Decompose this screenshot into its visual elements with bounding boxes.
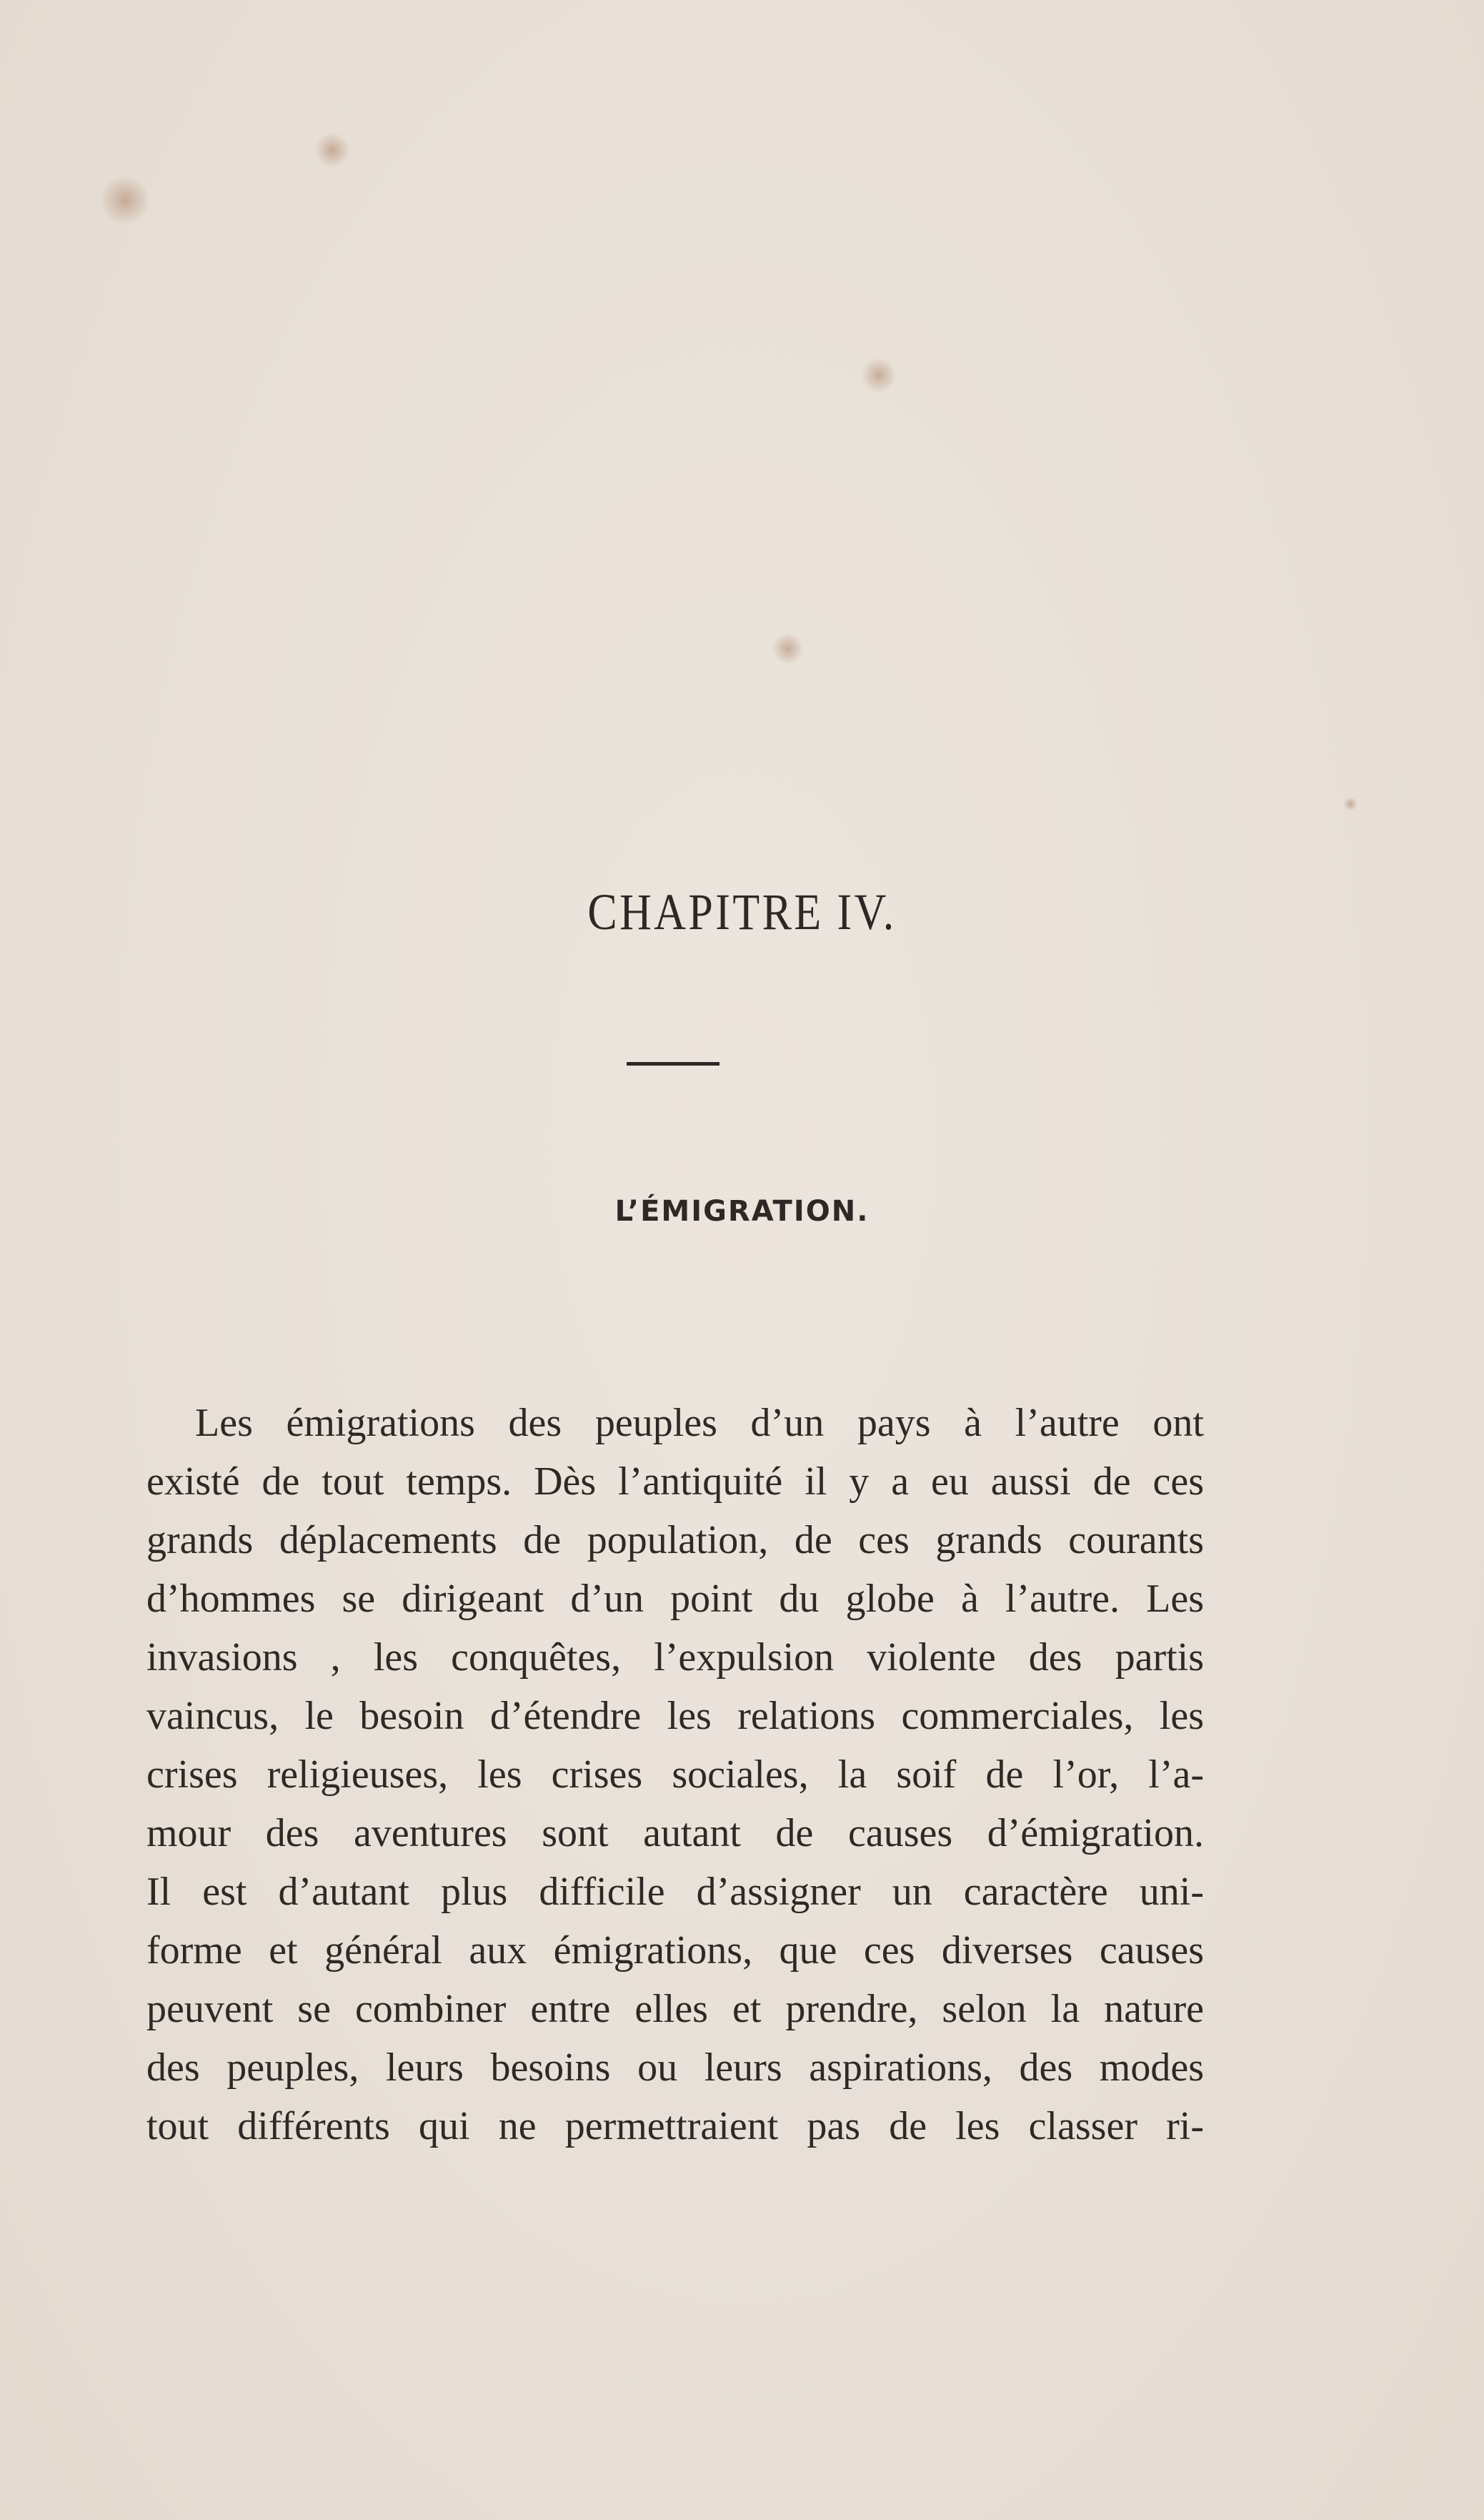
text-line: tout différents qui ne permettraient pas de les classer ri-: [146, 2104, 1204, 2148]
foxing-stain: [1343, 797, 1358, 811]
text-line: existé de tout temps. Dès l’antiquité il y a eu aussi de ces: [146, 1459, 1204, 1504]
text-line: mour des aventures sont autant de causes d’émigration.: [146, 1811, 1204, 1855]
text-line: invasions , les conquêtes, l’expulsion violente des partis: [146, 1635, 1204, 1680]
foxing-stain: [100, 175, 150, 225]
text-line: grands déplacements de population, de ces grands courants: [146, 1518, 1204, 1562]
text-line: peuvent se combiner entre elles et prendre, selon la nature: [146, 1987, 1204, 2031]
foxing-stain: [314, 132, 350, 168]
text-line: d’hommes se dirigeant d’un point du globe à l’autre. Les: [146, 1577, 1204, 1621]
text-line: crises religieuses, les crises sociales, la soif de l’or, l’a-: [146, 1752, 1204, 1797]
text-line: Il est d’autant plus difficile d’assigner un caractère uni-: [146, 1870, 1204, 1914]
text-line: des peuples, leurs besoins ou leurs aspirations, des modes: [146, 2045, 1204, 2090]
text-line: Les émigrations des peuples d’un pays à l’autre ont: [195, 1401, 1204, 1445]
section-title: L’ÉMIGRATION.: [614, 1195, 870, 1228]
body-paragraph: [146, 1394, 1204, 2156]
title-rule: [627, 1062, 719, 1066]
chapter-title: CHAPITRE IV.: [587, 883, 897, 941]
foxing-stain: [772, 633, 804, 665]
text-line: vaincus, le besoin d’étendre les relations commerciales, les: [146, 1694, 1204, 1738]
foxing-stain: [861, 357, 897, 393]
text-line: forme et général aux émigrations, que ces diverses causes: [146, 1928, 1204, 1973]
